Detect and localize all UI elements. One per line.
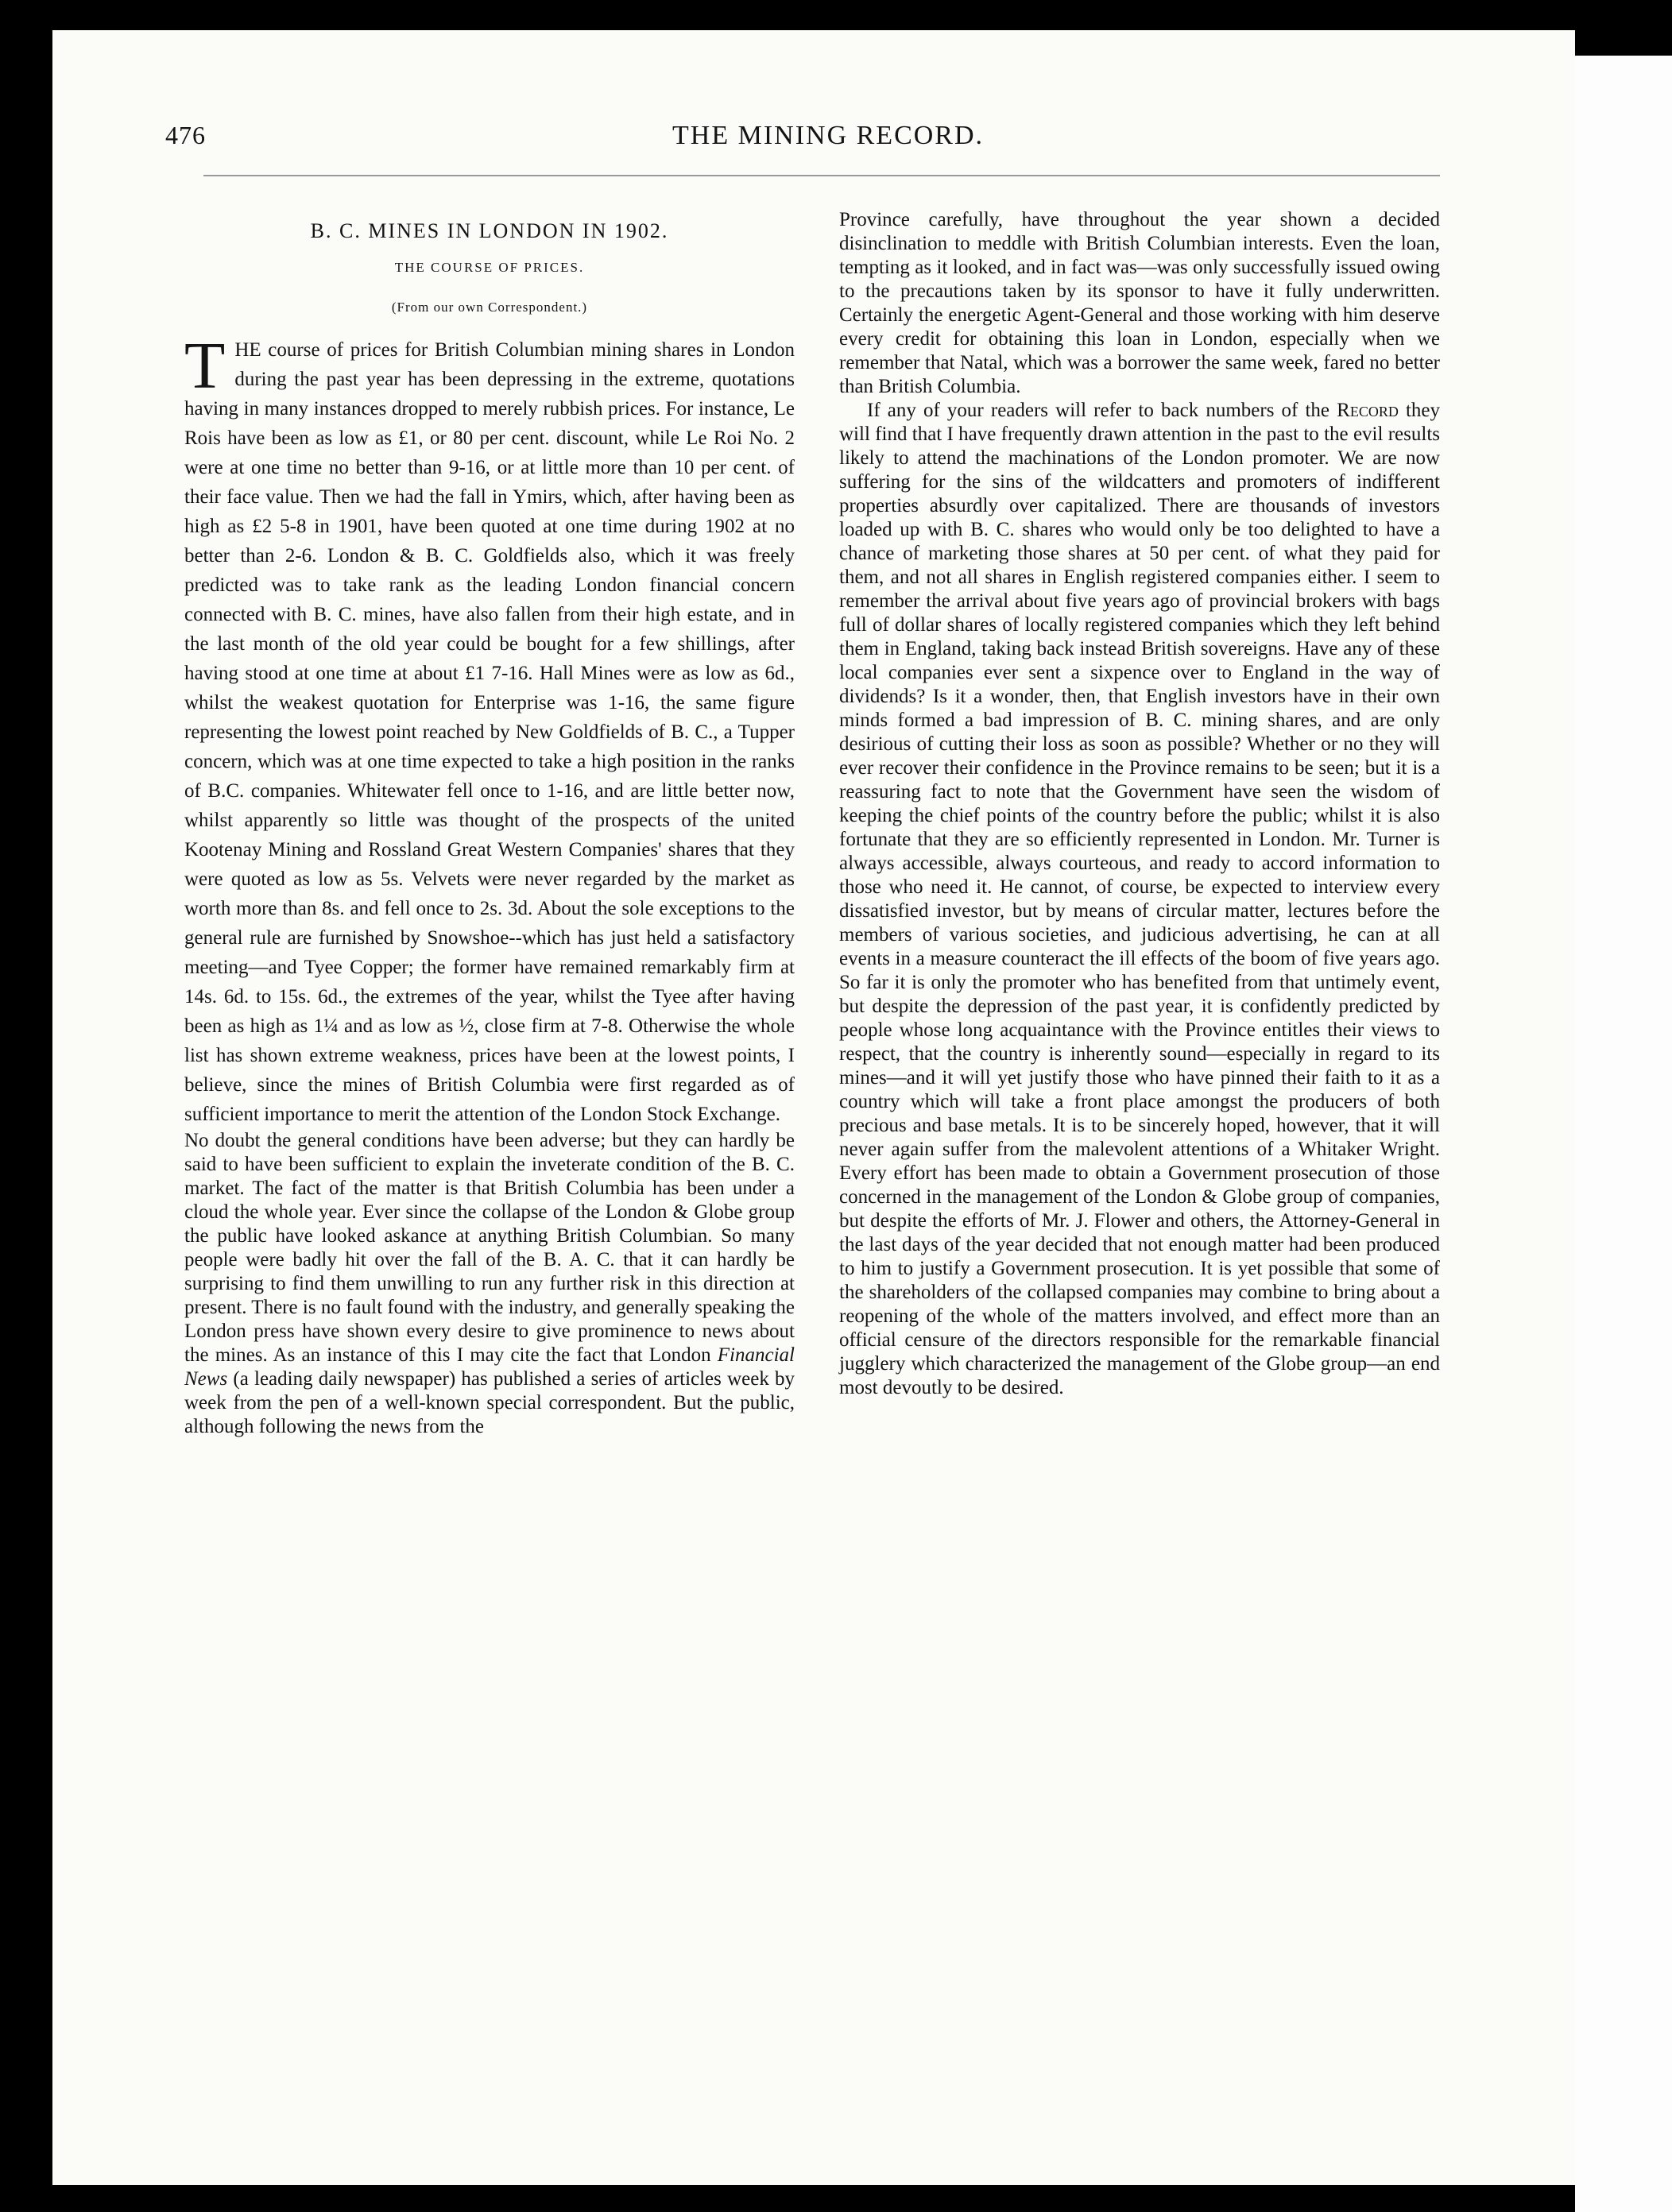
right-column xyxy=(839,208,1440,1400)
paragraph-1-text-c: (a leading daily newspaper) has published a series of articles week by week from the pen of a well-known special correspondent. But the public, although following the news from the xyxy=(184,1368,795,1437)
facing-page-edge xyxy=(1575,56,1672,2212)
header-rule xyxy=(203,175,1440,176)
article-credit: (From our own Correspondent.) xyxy=(391,300,588,315)
left-column xyxy=(184,208,795,1439)
article-subtitle: THE COURSE OF PRICES. xyxy=(394,260,585,275)
drop-cap: T xyxy=(184,329,226,403)
article-title: B. C. MINES IN LONDON IN 1902. xyxy=(310,219,669,242)
paragraph-3-text-a: If any of your readers will refer to back numbers of the xyxy=(867,400,1330,421)
page-number: 476 xyxy=(165,121,206,149)
paragraph-2: Province carefully, have throughout the year shown a decided disinclination to meddle with British Columbian interests. Even the loan, tempting as it looked, and in fact was—was only successfully issued owing to the precautions taken by its sponsor to have it fully underwritten. Certainly the energetic Agent-General and those working with him deserve every credit for obtaining this loan in London, especially when we remember that Natal, which was a borrower the same week, fared no better than British Columbia. xyxy=(839,209,1440,397)
paragraph-1-lead xyxy=(184,329,795,1129)
running-title: THE MINING RECORD. xyxy=(672,121,985,150)
paragraph-1-text-b: No doubt the general conditions have been adverse; but they can hardly be said to have been sufficient to explain the inveterate condition of the B. C. market. The fact of the matter is that British Columbia has been under a cloud the whole year. Ever since the collapse of the London & Globe group the public have looked askance at anything British Columbian. So many people were badly hit over the fall of the B. A. C. that it can hardly be surprising to find them unwilling to run any further risk in this direction at present. There is no fault found with the industry, and generally speaking the London press have shown every desire to give prominence to news about the mines. As an instance of this I may cite the fact that London xyxy=(184,1130,795,1366)
paragraph-3-text-b: they will find that I have frequently drawn attention in the past to the evil results likely to attend the machinations of the London promoter. We are now suffering for the sins of the wildcatters and promoters of indifferent properties absurdly over capitalized. There are thousands of investors loaded up with B. C. shares who would only be too delighted to have a chance of marketing those shares at 50 per cent. of what they paid for them, and not all shares in English registered companies either. I seem to remember the arrival about five years ago of provincial brokers with bags full of dollar shares of locally registered companies which they left behind them in England, taking back instead British sovereigns. Have any of these local companies ever sent a sixpence over to England in the way of dividends? Is it a wonder, then, that English investors have in their own minds formed a bad impression of B. C. mining shares, and are only desirious of cutting their loss as soon as possible? Whether or no they will ever recover their confidence in the Province remains to be seen; but it is a reassuring fact to note that the Government have seen the wisdom of keeping the chief points of the country before the public; whilst it is also fortunate that they are so efficiently represented in London. Mr. Turner is always accessible, always courteous, and ready to accord information to those who need it. He cannot, of course, be expected to interview every dissatisfied investor, but by means of circular matter, lectures before the members of various societies, and judicious advertising, he can at all events in a measure counteract the ill effects of the boom of five years ago. So far it is only the promoter who has benefited from that untimely event, but despite the depression of the past year, it is confidently predicted by people whose long acquaintance with the Province entitles their views to respect, that the country is inherently sound—especially in regard to its mines—and it will yet justify those who have pinned their faith to it as a country which will take a front place amongst the producers of both precious and base metals. It is to be sincerely hoped, however, that it will never again suffer from the malevolent attentions of a Whitaker Wright. Every effort has been made to obtain a Government prosecution of those concerned in the management of the London & Globe group of companies, but despite the efforts of Mr. J. Flower and others, the Attorney-General in the last days of the year decided that not enough matter had been produced to him to justify a Government prosecution. It is yet possible that some of the shareholders of the collapsed companies may combine to bring about a reopening of the whole of the matters involved, and effect more than an official censure of the directors responsible for the remarkable financial jugglery which characterized the management of the Globe group—an end most devoutly to be desired. xyxy=(839,400,1441,1398)
record-name: Record xyxy=(1337,400,1399,421)
paragraph-1-continued xyxy=(184,1129,795,1439)
paragraph-3 xyxy=(839,399,1440,1400)
newspaper-title: Financial News xyxy=(184,1344,795,1390)
paragraph-1-text: HE course of prices for British Columbian mining shares in London during the past year has been depressing in the extreme, quotations having in many instances dropped to merely rubbish prices. For instance, Le Rois have been as low as £1, or 80 per cent. discount, while Le Roi No. 2 were at one time no better than 9-16, or at little more than 10 per cent. of their face value. Then we had the fall in Ymirs, which, after having been as high as £2 5-8 in 1901, have been quoted at one time during 1902 at no better than 2-6. London & B. C. Goldfields also, which it was freely predicted was to take rank as the leading London financial concern connected with B. C. mines, have also fallen from their high estate, and in the last month of the old year could be bought for a few shillings, after having stood at one time at about £1 7-16. Hall Mines were as low as 6d., whilst the weakest quotation for Enterprise was 1-16, the same figure representing the lowest point reached by New Goldfields of B. C., a Tupper concern, which was at one time expected to take a high position in the ranks of B.C. companies. Whitewater fell once to 1-16, and are little better now, whilst apparently so little was thought of the prospects of the united Kootenay Mining and Rossland Great Western Companies' shares that they were quoted as low as 5s. Velvets were never regarded by the market as worth more than 8s. and fell once to 2s. 3d. About the sole exceptions to the general rule are furnished by Snowshoe--which has just held a satisfactory meeting—and Tyee Copper; the former have remained remarkably firm at 14s. 6d. to 15s. 6d., the extremes of the year, whilst the Tyee after having been as high as 1¼ and as low as ½, close firm at 7-8. Otherwise the whole list has shown extreme weakness, prices have been at the lowest points, I believe, since the mines of British Columbia were first regarded as of sufficient importance to merit the attention of the London Stock Exchange. xyxy=(184,339,795,1125)
